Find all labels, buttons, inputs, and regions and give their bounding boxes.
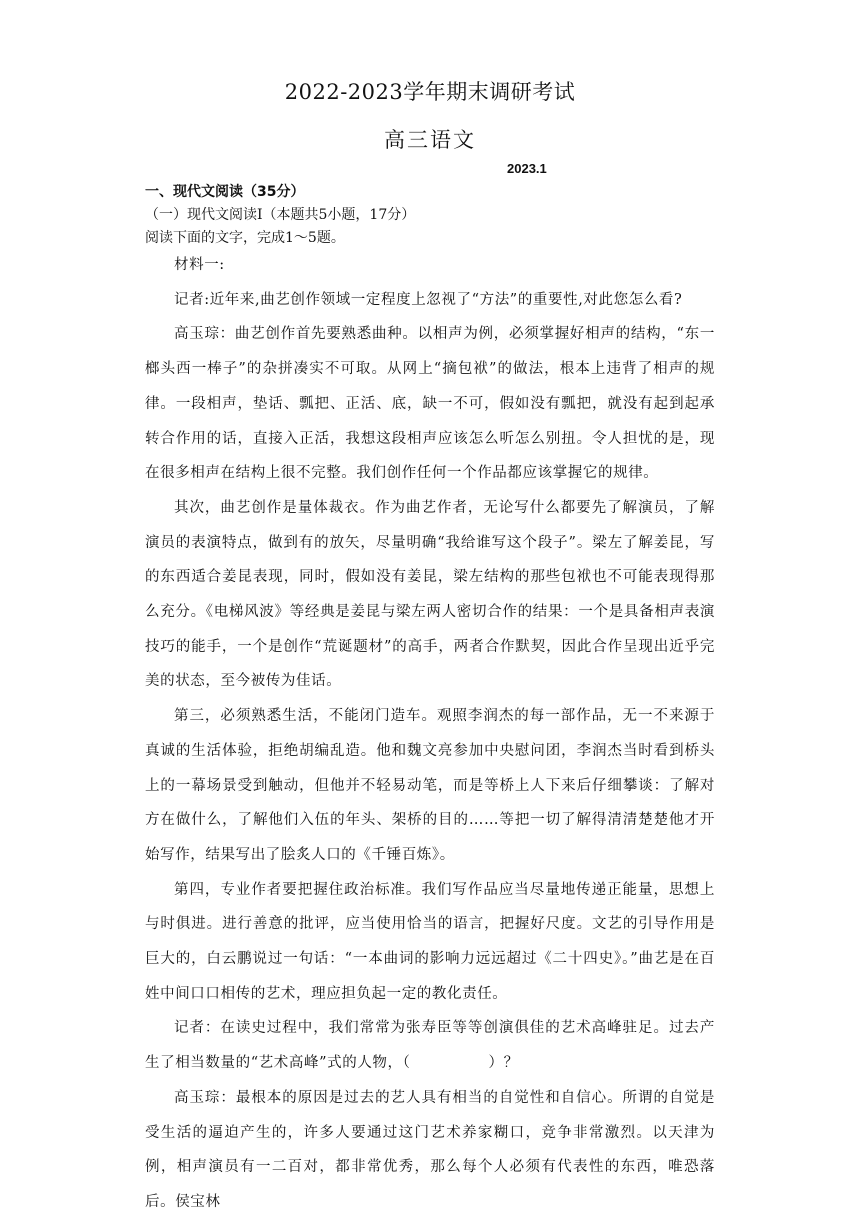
paragraph-4: 第三，必须熟悉生活，不能闭门造车。观照李润杰的每一部作品，无一不来源于真诚的生活体验，拒绝胡编乱造。他和魏文亮参加中央慰问团，李润杰当时看到桥头上的一幕场景受到触动，但他并不轻易动笔，而是等桥上人下来后仔细攀谈：了解对方在做什么，了解他们入伍的年头、架桥的目的……等把一切了解得清清楚楚他才开始写作，结果写出了脍炙人口的《千锤百炼》。	[145, 708, 715, 863]
exam-date: 2023.1	[507, 161, 547, 176]
material-label: 材料一:	[174, 257, 225, 273]
paragraph-5: 第四，专业作者要把握住政治标准。我们写作品应当尽量地传递正能量，思想上与时俱进。进行善意的批评，应当使用恰当的语言，把握好尺度。文艺的引导作用是巨大的，白云鹏说过一句话：“一本曲词的影响力远远超过《二十四史》。”曲艺是在百姓中间口口相传的艺术，理应担负起一定的教化责任。	[145, 881, 715, 1002]
paragraph-6-text-before: 记者：在读史过程中，我们常常为张寿臣等等创演俱佳的艺术高峰驻足。过去产生了相当数量的“艺术高峰”式的人物，（	[145, 1020, 715, 1072]
paragraph-7: 高玉琮：最根本的原因是过去的艺人具有相当的自觉性和自信心。所谓的自觉是受生活的逼迫产生的，许多人要通过这门艺术养家糊口，竞争非常激烈。以天津为例，相声演员有一二百对，都非常优秀，那么每个人必须有代表性的东西，唯恐落后。侯宝林	[145, 1089, 715, 1210]
exam-title: 2022-2023学年期末调研考试	[284, 80, 576, 104]
paragraph-6-text-after: ）？	[488, 1055, 519, 1072]
reading-passage	[145, 248, 715, 1220]
paragraph-2: 高玉琮：曲艺创作首先要熟悉曲种。以相声为例，必须掌握好相声的结构，“东一榔头西一棒子”的杂拼凑实不可取。从网上“摘包袱”的做法，根本上违背了相声的规律。一段相声，垫话、瓢把、正活、底，缺一不可，假如没有瓢把，就没有起到起承转合作用的话，直接入正活，我想这段相声应该怎么听怎么别扭。令人担忧的是，现在很多相声在结构上很不完整。我们创作任何一个作品都应该掌握它的规律。	[145, 326, 715, 482]
exam-subject: 高三语文	[384, 128, 476, 152]
section-heading: 一、现代文阅读（35分）	[145, 184, 305, 200]
paragraph-1: 记者:近年来,曲艺创作领域一定程度上忽视了“方法”的重要性,对此您怎么看?	[174, 291, 683, 308]
paragraph-6	[145, 1011, 715, 1080]
reading-instruction: 阅读下面的文字，完成1～5题。	[145, 230, 345, 246]
sub-section-heading: （一）现代文阅读I（本题共5小题，17分）	[145, 207, 416, 223]
paragraph-3: 其次，曲艺创作是量体裁衣。作为曲艺作者，无论写什么都要先了解演员，了解演员的表演特点，做到有的放矢，尽量明确“我给谁写这个段子”。梁左了解姜昆，写的东西适合姜昆表现，同时，假如没有姜昆，梁左结构的那些包袱也不可能表现得那么充分。《电梯风波》等经典是姜昆与梁左两人密切合作的结果：一个是具备相声表演技巧的能手，一个是创作“荒诞题材”的高手，两者合作默契，因此合作呈现出近乎完美的状态，至今被传为佳话。	[145, 499, 715, 690]
